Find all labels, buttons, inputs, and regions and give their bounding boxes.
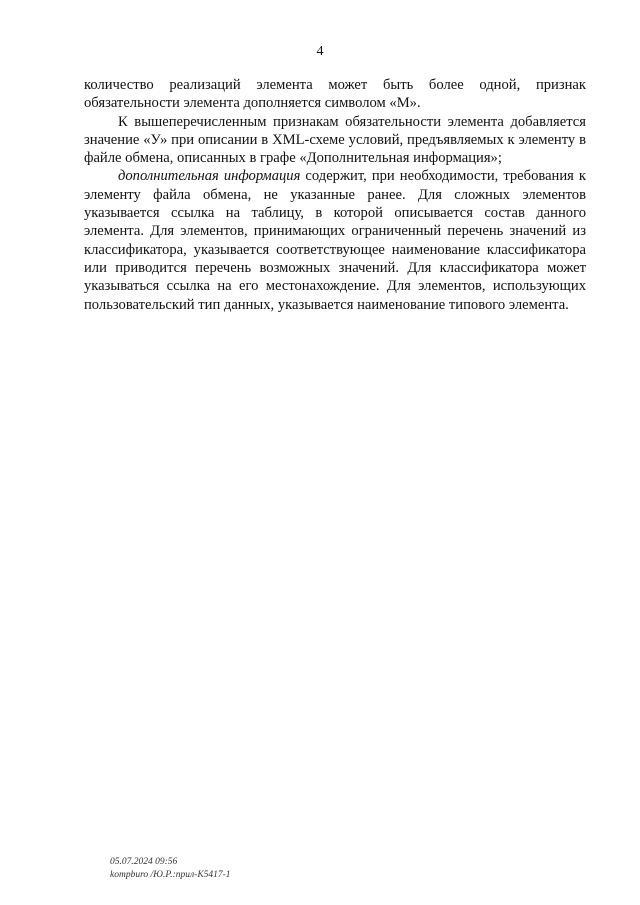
page-number: 4: [316, 44, 324, 59]
paragraph-3: [84, 167, 586, 313]
document-footer: [110, 856, 231, 882]
document-body: [84, 76, 586, 314]
paragraph-2: К вышеперечисленным признакам обязательности элемента добавляется значение «У» при описании в XML-схеме условий, предъявляемых к элементу в файле обмена, описанных в графе «Дополнительная информация»;: [84, 113, 586, 167]
paragraph-1: количество реализаций элемента может быть более одной, признак обязательности элемента дополняется символом «М».: [84, 77, 586, 112]
footer-document-id: kompburo /Ю.Р.:прил-К5417-1: [110, 870, 231, 880]
footer-timestamp: 05.07.2024 09:56: [110, 857, 178, 867]
paragraph-3-text: содержит, при необходимости, требования к элементу файла обмена, не указанные ранее. Для сложных элементов указывается ссылка на таблицу, в которой описывается состав данного элемента. Для элементов, принимающих ограниченный перечень значений из классификатора, указывается соответствующее наименование классификатора или приводится перечень возможных значений. Для классификатора может указываться ссылка на его местонахождение. Для элементов, использующих пользовательский тип данных, указывается наименование типового элемента.: [84, 168, 587, 313]
defined-term: дополнительная информация: [118, 168, 301, 185]
